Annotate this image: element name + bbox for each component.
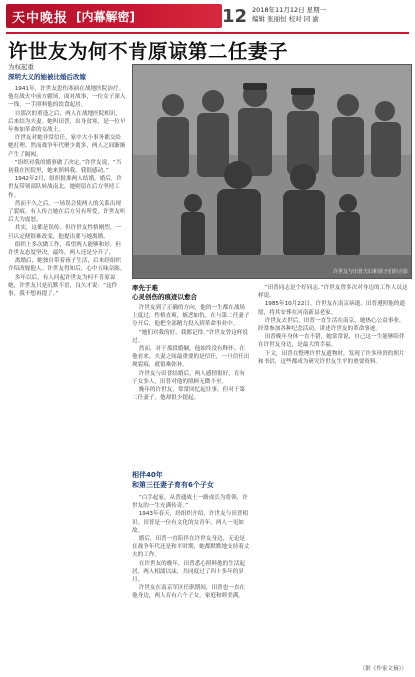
- paragraph: 组织上多次做工作，希望两人能够和好，但许世友态度坚决。最终，两人还是分开了。: [8, 241, 122, 257]
- byline: 为权起重: [8, 63, 34, 71]
- newspaper-header: [0, 0, 415, 30]
- paragraph: 1941年，许世友患伤寒病在战地医院治疗。他在战火中前方疆场，面对战事，一位女子深入一线，一手照料他的饮食起居。: [8, 86, 126, 109]
- paragraph: 1943年春天，经组织介绍，许世友与田普相识。田普是一位有文化的女青年，两人一见如故。: [132, 511, 249, 534]
- section-heading-2: [132, 284, 250, 302]
- paragraph: “田普同志是个好同志。”许世友曾多次对身边的工作人员这样说。: [258, 285, 408, 300]
- article-column-1: [8, 85, 126, 660]
- family-photo: [132, 64, 412, 279]
- paragraph: 婚后，田普一直陪伴在许世友身边，无论是在战争年代还是和平时期，她都默默地支持着丈夫的工作。: [132, 536, 250, 559]
- paragraph: 许世友到了正确的方向，他的一生都在战场上度过，性格直爽，嫉恶如仇。在与第二任妻子分开后，他把全部精力投入到革命事业中。: [132, 305, 250, 328]
- paragraph: 许世友在南京军区任职期间，田普也一直在他身边，两人育有六个子女，家庭和睦美满。: [132, 585, 246, 600]
- paragraph: “组织对我的婚事做了决定。”许世友说，“当初我在医院里，她来照料我，我很感动。”: [8, 159, 122, 175]
- article-column-2: [132, 304, 250, 464]
- article-headline: 许世友为何不肯原谅第二任妻子: [8, 40, 289, 63]
- paragraph: 晚年的许世友，常常回忆起往事，但对于第二任妻子，他却很少提起。: [132, 387, 246, 402]
- date-line-1: 2018年11月12日 星期一: [252, 6, 327, 14]
- paragraph: “她们对我的好，我都记得。”许世友曾这样说过。: [132, 329, 248, 344]
- paragraph: 许世友对她非常信任，家中大小事务都交给她打理。然而战争年代聚少离多，两人之间渐渐产生了隔阂。: [8, 135, 126, 158]
- dateline: [252, 6, 402, 24]
- paragraph: 田普晚年身体一直不错，她常常说，自己这一生能够陪伴在许世友身边，是最大的幸福。: [258, 334, 405, 349]
- paragraph: 然而不久之后，一场误会使两人的关系出现了裂痕。有人传言她在后方另有所爱，许世友听后大为震怒。: [8, 200, 126, 224]
- paper-name: 天中晚报: [12, 10, 69, 26]
- paragraph: “白手起家，从普通战士一路成长为将领，许世友的一生充满传奇。”: [132, 495, 248, 510]
- paragraph: 下文，田普在整理许世友遗物时，发现了许多珍贵的照片和书信，这些都成为研究许世友生平的重要资料。: [258, 350, 405, 365]
- article-column-3: [132, 494, 250, 662]
- section-heading-3: [132, 470, 250, 490]
- paragraph: 多年以后，有人问起许世友为何不肯原谅她，许世友只是沉默不语，良久才说：“这件事，我不想再提了。”: [8, 274, 118, 298]
- paragraph: 然而，对于那段婚姻，他始终没有释怀。在他看来，夫妻之间最重要的是信任，一旦信任出现裂痕，就很难弥补。: [132, 346, 250, 369]
- paragraph: 离婚后，她独自带着孩子生活，后来经组织介绍改嫁他人。许世友得知后，心中五味杂陈。: [8, 258, 126, 273]
- article-deck: 深明大义的她被比婚后改嫁: [8, 73, 86, 81]
- source-note: （据《作家文摘》）: [359, 666, 407, 672]
- paragraph: 在许世友的晚年，田普悉心照料他的生活起居，两人相濡以沫，共同度过了四十多年的岁月。: [132, 560, 246, 584]
- header-rule: [6, 32, 409, 34]
- date-line-2: 编辑 张丽恒 校对 同 渝: [252, 15, 319, 23]
- page-number: 12: [222, 6, 248, 27]
- paragraph: 许世友去世后，田普一直生活在南京，她热心公益事业，经常参加各种纪念活动，讲述许世友的革命事迹。: [258, 317, 405, 333]
- section-name: [内幕解密]: [76, 9, 135, 24]
- paragraph: 1985年10月22日，许世友在南京病逝。田普遵照他的遗愿，将其安葬在河南新县老家。: [258, 301, 406, 316]
- masthead-banner: [6, 4, 222, 28]
- paragraph: 1942年2月，组织批准两人结婚。婚后，许世友带领部队转战南北，她则留在后方坚持工作。: [8, 176, 123, 199]
- photo-caption: 许世友与田普夫妇和孩子们的合影: [332, 269, 408, 275]
- paragraph: 自那次的重逢之后，两人在战地医院相识，后来结为夫妻。她叫田普，出身贫寒，是一位早年参加革命的女战士。: [8, 110, 126, 134]
- section-heading-3-text: 相伴40年 和第三任妻子育有6个子女: [132, 471, 214, 489]
- article-column-4: [258, 284, 408, 662]
- paragraph: 其实，这都是误传。但许世友性格刚烈，一旦认定便很难改变，他提出要与她离婚。: [8, 225, 122, 240]
- paragraph: 许世友与田普结婚后，两人感情很好，育有子女多人，田普对他的照顾无微不至。: [132, 370, 246, 385]
- photo-illustration: [133, 65, 411, 278]
- section-heading-2-text: 率先于难 心灵创伤的痕迹以愈合: [132, 284, 197, 301]
